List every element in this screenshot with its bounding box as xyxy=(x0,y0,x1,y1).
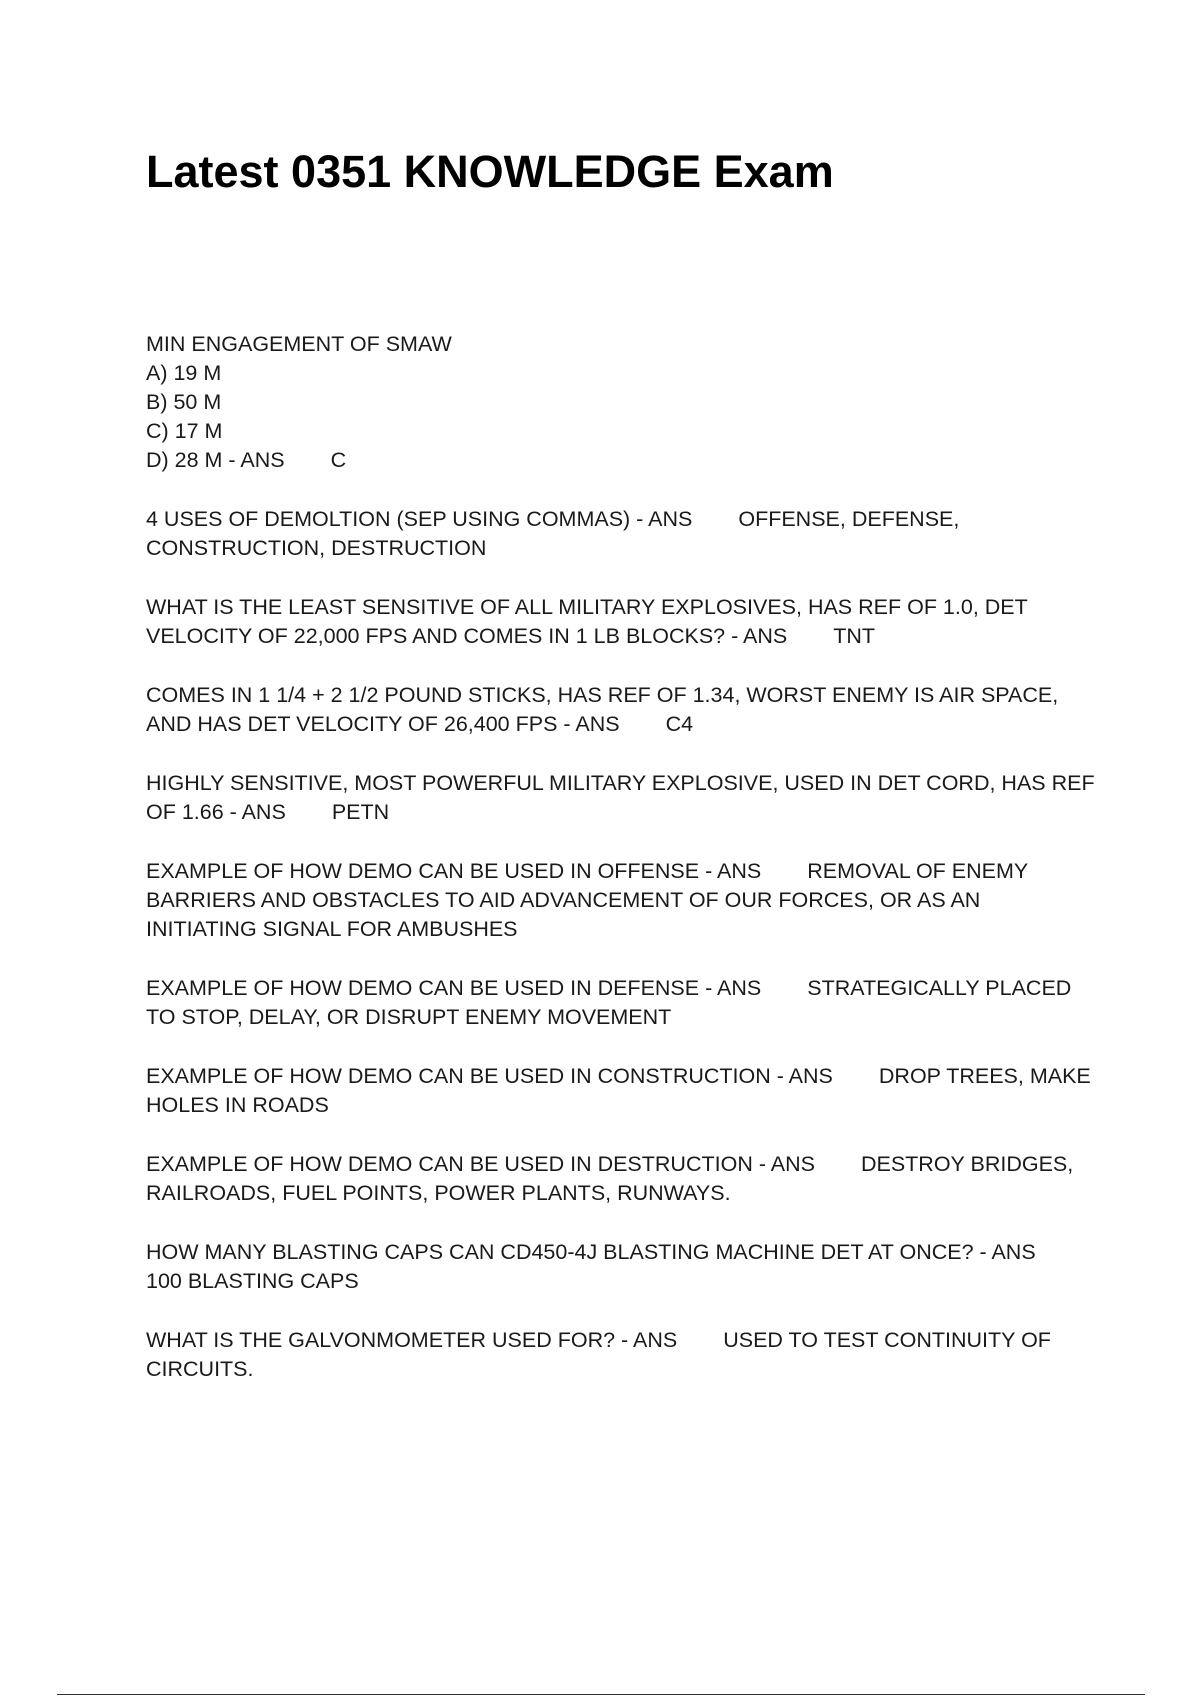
qa-item xyxy=(146,1238,1096,1296)
mcq-block xyxy=(146,330,1096,475)
answer-text: STRATEGICALLY PLACED TO STOP, DELAY, OR DISRUPT ENEMY MOVEMENT xyxy=(146,976,1072,1029)
question-text: EXAMPLE OF HOW DEMO CAN BE USED IN DESTRUCTION - ANS xyxy=(146,1152,815,1176)
mcq-question: MIN ENGAGEMENT OF SMAW xyxy=(146,332,452,356)
mcq-option-a: A) 19 M xyxy=(146,361,222,385)
question-text: HIGHLY SENSITIVE, MOST POWERFUL MILITARY EXPLOSIVE, USED IN DET CORD, HAS REF OF 1.66 - ANS xyxy=(146,771,1095,824)
footer-divider xyxy=(57,1694,1145,1695)
answer-text: DROP TREES, MAKE HOLES IN ROADS xyxy=(146,1064,1091,1117)
answer-text: 100 BLASTING CAPS xyxy=(146,1269,359,1293)
mcq-option-c: C) 17 M xyxy=(146,419,223,443)
qa-item xyxy=(146,505,1096,563)
answer-text: USED TO TEST CONTINUITY OF CIRCUITS. xyxy=(146,1328,1051,1381)
answer-text: REMOVAL OF ENEMY BARRIERS AND OBSTACLES TO AID ADVANCEMENT OF OUR FORCES, OR AS AN INITIATING SIGNAL FOR AMBUSHES xyxy=(146,859,1028,941)
question-text: COMES IN 1 1/4 + 2 1/2 POUND STICKS, HAS REF OF 1.34, WORST ENEMY IS AIR SPACE, AND HAS DET VELOCITY OF 26,400 FPS - ANS xyxy=(146,683,1059,736)
qa-item xyxy=(146,974,1096,1032)
document-title: Latest 0351 KNOWLEDGE Exam xyxy=(146,146,834,197)
mcq-answer: C xyxy=(330,448,347,472)
qa-item xyxy=(146,1062,1096,1120)
question-text: WHAT IS THE GALVONMOMETER USED FOR? - ANS xyxy=(146,1328,678,1352)
answer-text: OFFENSE, DEFENSE, CONSTRUCTION, DESTRUCTION xyxy=(146,507,960,560)
qa-list xyxy=(146,330,1096,1414)
question-text: 4 USES OF DEMOLTION (SEP USING COMMAS) - ANS xyxy=(146,507,693,531)
qa-item xyxy=(146,1150,1096,1208)
qa-item xyxy=(146,593,1096,651)
question-text: EXAMPLE OF HOW DEMO CAN BE USED IN OFFENSE - ANS xyxy=(146,859,762,883)
answer-text: PETN xyxy=(331,800,390,824)
qa-item xyxy=(146,769,1096,827)
question-text: EXAMPLE OF HOW DEMO CAN BE USED IN DEFENSE - ANS xyxy=(146,976,762,1000)
mcq-option-d-text: D) 28 M - ANS xyxy=(146,448,285,472)
mcq-option-b: B) 50 M xyxy=(146,390,222,414)
answer-text: C4 xyxy=(665,712,694,736)
question-text: HOW MANY BLASTING CAPS CAN CD450-4J BLASTING MACHINE DET AT ONCE? - ANS xyxy=(146,1240,1036,1264)
question-text: WHAT IS THE LEAST SENSITIVE OF ALL MILITARY EXPLOSIVES, HAS REF OF 1.0, DET VELOCITY OF 22,000 FPS AND COMES IN 1 LB BLOCKS? - ANS xyxy=(146,595,1028,648)
qa-item xyxy=(146,857,1096,944)
qa-item xyxy=(146,1326,1096,1384)
answer-text: TNT xyxy=(833,624,876,648)
mcq-option-d xyxy=(146,446,1096,475)
qa-item xyxy=(146,681,1096,739)
question-text: EXAMPLE OF HOW DEMO CAN BE USED IN CONSTRUCTION - ANS xyxy=(146,1064,833,1088)
answer-text: DESTROY BRIDGES, RAILROADS, FUEL POINTS, POWER PLANTS, RUNWAYS. xyxy=(146,1152,1074,1205)
